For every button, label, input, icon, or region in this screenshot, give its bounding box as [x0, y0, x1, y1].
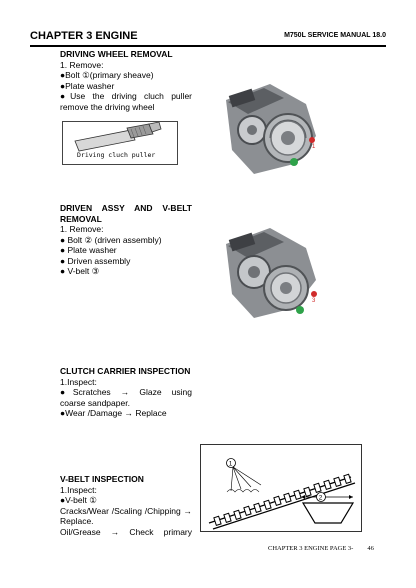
section-title: CLUTCH CARRIER INSPECTION [60, 366, 191, 376]
section-title: V-BELT INSPECTION [60, 474, 144, 484]
step-line: ● Plate washer [60, 245, 117, 255]
belt-callout-2: 2 [318, 494, 323, 502]
callout-3: 3 [312, 298, 316, 304]
step-line: ●Scratches → Glaze using [60, 387, 192, 397]
clutch-carrier-section [60, 366, 192, 419]
engine-image-driving-wheel [224, 78, 324, 178]
section-title: DRIVEN ASSY AND V-BELT [60, 203, 192, 213]
page-number: 46 [367, 545, 374, 552]
step-line: ●Wear /Damage → Replace [60, 408, 167, 418]
step-line: ● Bolt ② (driven assembly) [60, 234, 162, 245]
chapter-title: CHAPTER 3 ENGINE [30, 30, 138, 42]
section-title: REMOVAL [60, 213, 102, 224]
section-title: DRIVING WHEEL REMOVAL [60, 49, 173, 59]
callout-1: 1 [312, 144, 316, 150]
step-line: ●Use the driving cluch puller [60, 91, 192, 101]
v-belt-section [60, 474, 192, 537]
header-rule [30, 45, 386, 47]
page-header [30, 30, 386, 44]
step-line: ●V-belt ① [60, 495, 97, 505]
tool-caption: Driving cluch puller [77, 151, 156, 159]
step-line: 1.Inspect: [60, 376, 97, 387]
footer-text: CHAPTER 3 ENGINE PAGE 3- [268, 545, 354, 552]
puller-tool-figure [62, 121, 178, 165]
manual-title: M750L SERVICE MANUAL 18.0 [284, 32, 386, 39]
step-line: remove the driving wheel [60, 101, 155, 112]
v-belt-diagram [200, 444, 362, 532]
step-line: ● V-belt ③ [60, 266, 100, 276]
belt-callout-1: 1 [228, 460, 233, 468]
step-line: 1.Inspect: [60, 484, 97, 495]
step-line: 1. Remove: [60, 224, 104, 234]
page-footer [268, 545, 374, 552]
step-line: ●Plate washer [60, 80, 115, 91]
step-line: ● Driven assembly [60, 255, 131, 266]
driven-assy-section [60, 203, 192, 277]
step-line: 1. Remove: [60, 59, 104, 70]
step-line: coarse sandpaper. [60, 397, 130, 408]
step-line: Replace. [60, 516, 94, 526]
step-line: Oil/Grease → Check primary [60, 526, 192, 537]
engine-image-driven-assy [224, 222, 324, 322]
driving-wheel-section [60, 49, 192, 112]
step-line: ●Bolt ①(primary sheave) [60, 70, 154, 80]
step-line: Cracks/Wear /Scaling /Chipping → [60, 505, 192, 516]
